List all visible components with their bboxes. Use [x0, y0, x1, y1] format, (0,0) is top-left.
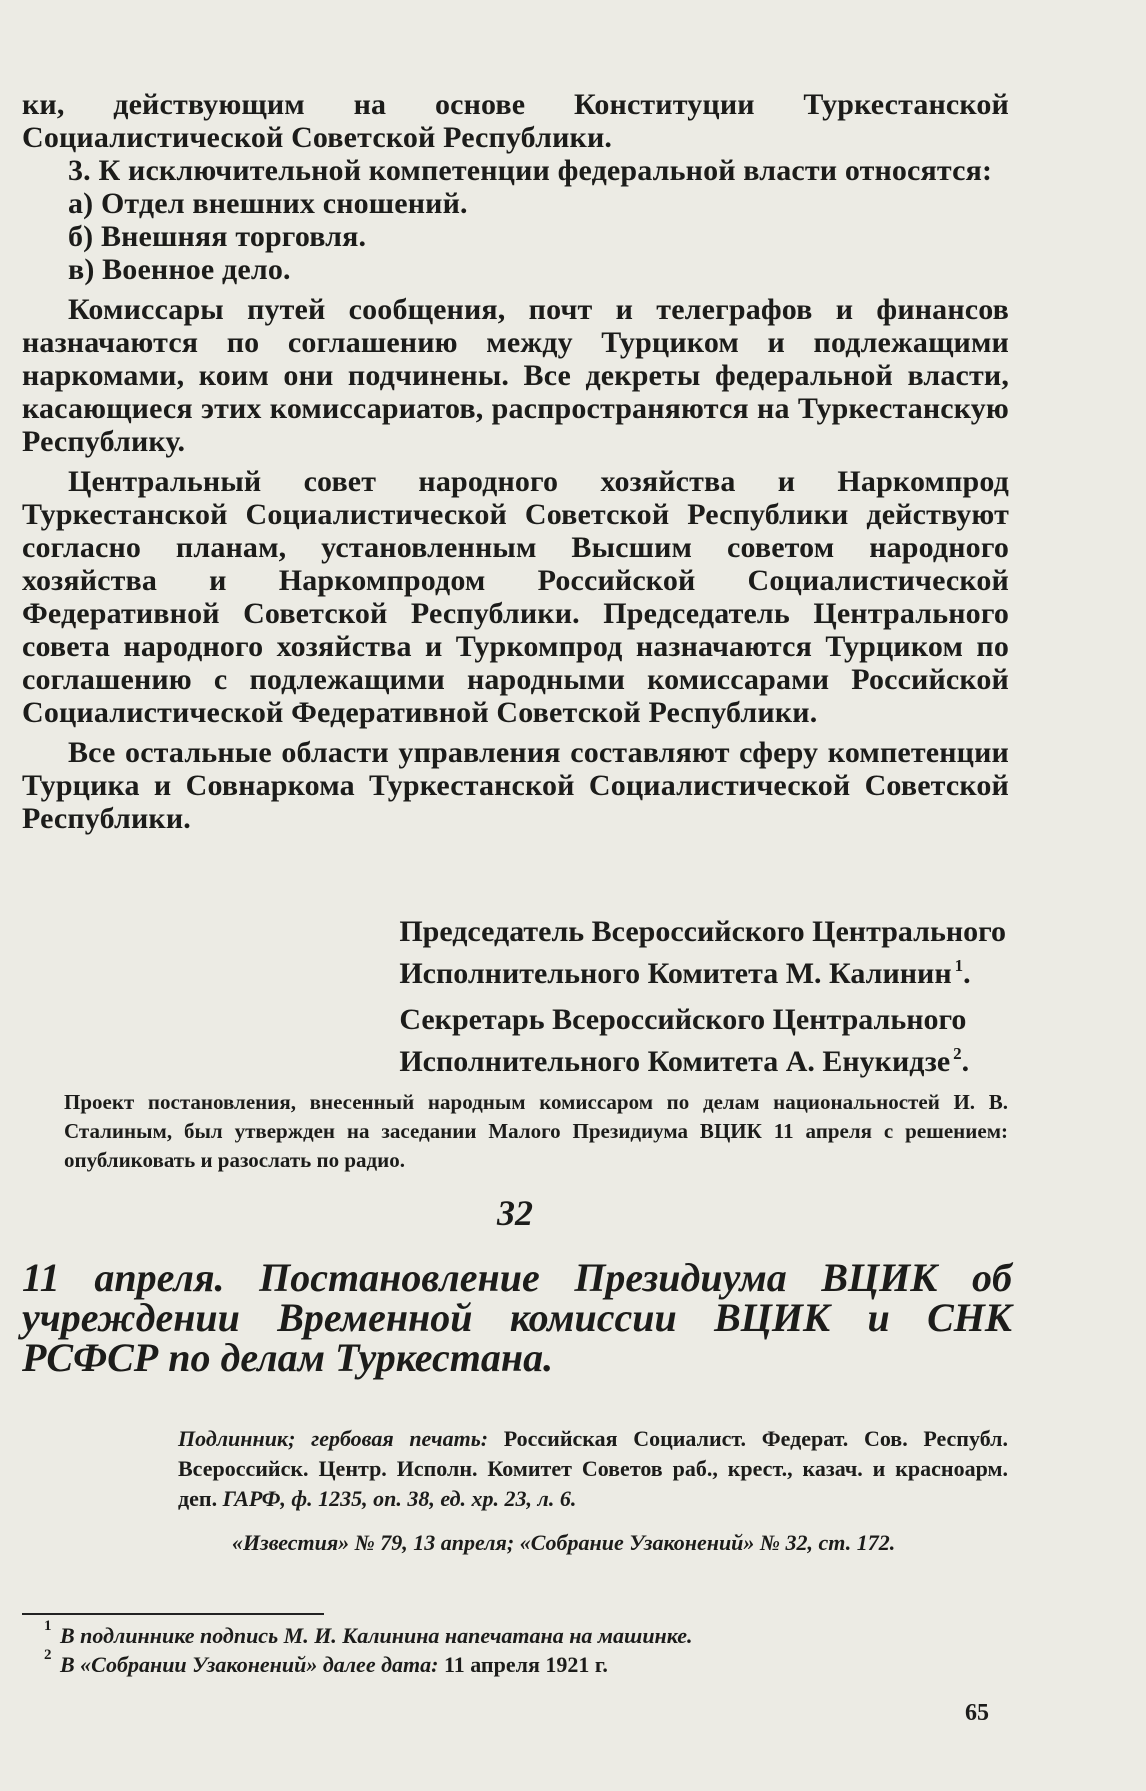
footnote-1-text: В подлиннике подпись М. И. Калинина напечатана на машинке. [60, 1623, 693, 1648]
list-item-b: б) Внешняя торговля. [68, 220, 367, 253]
signature-chairman-name-text: Исполнительного Комитета М. Калинин [399, 957, 952, 990]
list-item-a: а) Отдел внешних сношений. [68, 187, 468, 220]
editorial-note: Проект постановления, внесенный народным комиссаром по делам национальностей И. В. Сталиным, был утвержден на заседании Малого Президиума ВЦИК 11 апреля с решением: опубликовать и разослать по радио. [64, 1090, 1008, 1172]
signature-secretary [399, 1003, 1006, 1079]
signature-secretary-name: Исполнительного Комитета А. Енукидзе $^2$. [399, 1044, 970, 1078]
footnote-divider [22, 1613, 324, 1615]
signature-secretary-name-text: Исполнительного Комитета А. Енукидзе [399, 1045, 951, 1078]
signature-chairman-name: Исполнительного Комитета М. Калинин $^1$. [399, 956, 971, 990]
main-text [22, 88, 1009, 835]
footnote-2 [44, 1647, 693, 1679]
paragraph-continuation: ки, действующим на основе Конституции Туркестанской Социалистической Советской Республики. [22, 88, 1009, 154]
source-original-seal: Российская Социалист. Федерат. Сов. Республ. Всероссийск. Центр. Исполн. Комитет Советов раб., крест., казач. и красноарм. деп. [178, 1426, 1008, 1511]
footnote-ref-1: 1 [954, 956, 964, 975]
footnote-2-text: В «Собрании Узаконений» далее дата: [60, 1652, 444, 1677]
page-number: 65 [965, 1700, 989, 1726]
document-number: 32 [497, 1193, 533, 1233]
paragraph-economy: Центральный совет народного хозяйства и Наркомпрод Туркестанской Социалистической Советской Республики действуют согласно планам, установленным Высшим советом народного хозяйства и Наркомпродом Российской Социалистической Федеративной Советской Республики. Председатель Центрального совета народного хозяйства и Туркомпрод назначаются Турциком по соглашению с подлежащими народными комиссарами Российской Социалистической Федеративной Советской Республики. [22, 465, 1009, 729]
source-original-label: Подлинник; гербовая печать: [178, 1426, 489, 1451]
source-archive-ref: ГАРФ, ф. 1235, оп. 38, ед. хр. 23, л. 6. [222, 1486, 577, 1511]
signature-chairman [399, 915, 1006, 991]
paragraph-commissars: Комиссары путей сообщения, почт и телеграфов и финансов назначаются по соглашению между Турциком и подлежащими наркомами, коим они подчинены. Все декреты федеральной власти, касающиеся этих комиссариатов, распространяются на Туркестанскую Республику. [22, 293, 1009, 458]
footnotes [44, 1618, 693, 1679]
signature-secretary-title: Секретарь Всероссийского Центрального [399, 1003, 967, 1036]
footnote-1 [44, 1618, 693, 1650]
source-original [178, 1424, 1008, 1514]
source-publications: «Известия» № 79, 13 апреля; «Собрание Узаконений» № 32, ст. 172. [232, 1530, 896, 1555]
source-info [178, 1424, 1008, 1558]
footnote-1-mark: 1 [44, 1618, 52, 1634]
footnote-ref-2: 2 [953, 1044, 962, 1063]
paragraph-other-areas: Все остальные области управления составляют сферу компетенции Турцика и Совнаркома Туркестанской Социалистической Советской Республики. [22, 736, 1009, 835]
signatures [399, 915, 1006, 1091]
paragraph-article-3: 3. К исключительной компетенции федеральной власти относятся: [68, 154, 993, 187]
signature-chairman-title: Председатель Всероссийского Центрального [399, 915, 1006, 948]
list-item-c: в) Военное дело. [68, 253, 291, 286]
document-title: 11 апреля. Постановление Президиума ВЦИК об учреждении Временной комиссии ВЦИК и СНК РСФСР по делам Туркестана. [22, 1255, 1012, 1380]
footnote-2-mark: 2 [44, 1647, 52, 1663]
footnote-2-date: 11 апреля 1921 г. [443, 1652, 608, 1677]
